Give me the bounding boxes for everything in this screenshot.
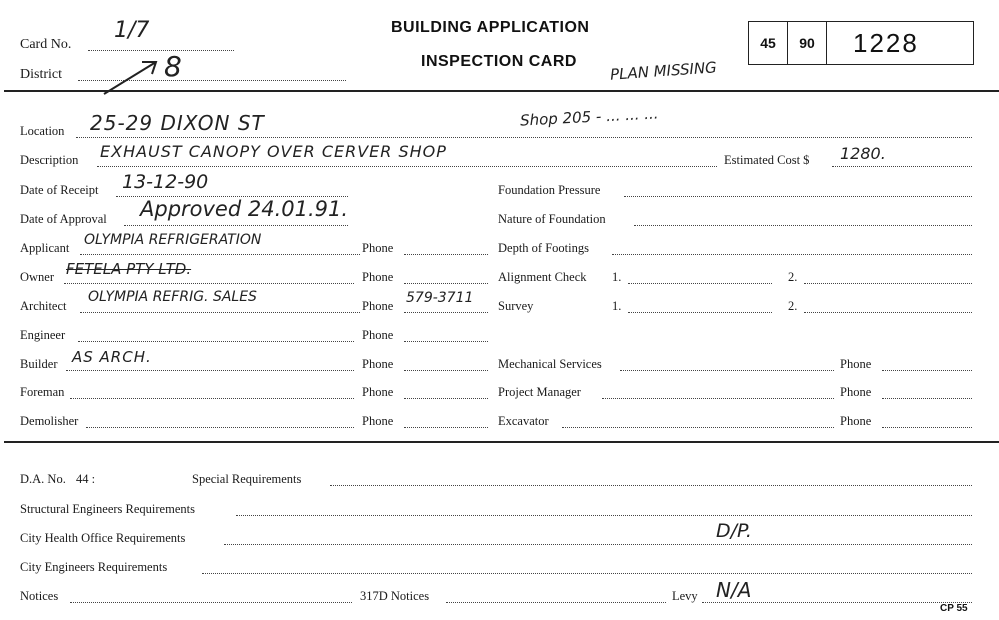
applicant-label: Applicant (20, 241, 70, 255)
engineer-dotted-line (78, 341, 354, 342)
location-dotted-line (76, 137, 972, 138)
card-number-box (748, 21, 974, 65)
depth-of-footings-dotted-line (612, 254, 972, 255)
foundation-pressure-label: Foundation Pressure (498, 183, 601, 197)
alignment-check-2-label: 2. (788, 270, 798, 284)
alignment-check-1-label: 1. (612, 270, 622, 284)
mechanical-services-dotted-line (620, 370, 834, 371)
date-of-approval-label: Date of Approval (20, 212, 107, 226)
owner-label: Owner (20, 270, 55, 284)
title-line-1: BUILDING APPLICATION (391, 19, 590, 36)
owner-phone-label: Phone (362, 270, 394, 284)
applicant-phone-label: Phone (362, 241, 394, 255)
architect-phone-label: Phone (362, 299, 394, 313)
levy-value: N/A (716, 578, 752, 602)
builder-label: Builder (20, 357, 58, 371)
special-requirements-dotted-line (330, 485, 972, 486)
foreman-phone-label: Phone (362, 385, 394, 399)
card-no-dotted-line (88, 50, 234, 51)
applicant-dotted-line (80, 254, 360, 255)
mechanical-services-label: Mechanical Services (498, 357, 602, 371)
estimated-cost-label: Estimated Cost $ (724, 153, 810, 167)
engineer-label: Engineer (20, 328, 66, 342)
alignment-check-label: Alignment Check (498, 270, 587, 284)
project-manager-phone-label: Phone (840, 385, 872, 399)
excavator-dotted-line (562, 427, 834, 428)
card-no-label: Card No. (20, 37, 72, 52)
health-requirements-value: D/P. (716, 520, 752, 542)
levy-dotted-line (702, 602, 972, 603)
engineer-phone-dotted-line (404, 341, 488, 342)
plan-missing-note: PLAN MISSING (609, 58, 718, 84)
header-divider (4, 90, 999, 92)
demolisher-phone-dotted-line (404, 427, 488, 428)
location-label: Location (20, 124, 65, 138)
district-value: 8 (164, 50, 182, 83)
levy-label: Levy (672, 589, 698, 603)
project-manager-dotted-line (602, 398, 834, 399)
excavator-phone-dotted-line (882, 427, 972, 428)
district-label: District (20, 67, 62, 82)
location-note: Shop 205 - ... ... ... (519, 104, 659, 130)
architect-value: OLYMPIA REFRIG. SALES (88, 289, 257, 305)
nature-of-foundation-label: Nature of Foundation (498, 212, 606, 226)
description-label: Description (20, 153, 79, 167)
owner-value: FETELA PTY LTD. (66, 260, 192, 278)
date-of-approval-value: Approved 24.01.91. (140, 197, 349, 221)
demolisher-dotted-line (86, 427, 354, 428)
demolisher-phone-label: Phone (362, 414, 394, 428)
city-engineers-dotted-line (202, 573, 972, 574)
survey-label: Survey (498, 299, 534, 313)
structural-requirements-dotted-line (236, 515, 972, 516)
architect-label: Architect (20, 299, 67, 313)
district-strike-arrow (98, 52, 168, 100)
demolisher-label: Demolisher (20, 414, 79, 428)
date-of-receipt-label: Date of Receipt (20, 183, 99, 197)
foreman-label: Foreman (20, 385, 65, 399)
mechanical-services-phone-dotted-line (882, 370, 972, 371)
box-cell-2: 90 (788, 22, 827, 64)
applicant-phone-dotted-line (404, 254, 488, 255)
applicant-value: OLYMPIA REFRIGERATION (84, 232, 262, 248)
architect-phone-value: 579-3711 (406, 290, 474, 306)
survey-1-dotted-line (628, 312, 772, 313)
mechanical-services-phone-label: Phone (840, 357, 872, 371)
architect-phone-dotted-line (404, 312, 488, 313)
foreman-dotted-line (70, 398, 354, 399)
depth-of-footings-label: Depth of Footings (498, 241, 589, 255)
box-cell-1: 45 (749, 22, 788, 64)
form-code: CP 55 (940, 603, 968, 614)
survey-2-dotted-line (804, 312, 972, 313)
special-requirements-label: Special Requirements (192, 472, 302, 486)
health-requirements-dotted-line (224, 544, 972, 545)
engineer-phone-label: Phone (362, 328, 394, 342)
alignment-check-1-dotted-line (628, 283, 772, 284)
project-manager-label: Project Manager (498, 385, 581, 399)
builder-dotted-line (66, 370, 354, 371)
alignment-check-2-dotted-line (804, 283, 972, 284)
architect-dotted-line (80, 312, 360, 313)
box-card-number: 1228 (853, 28, 919, 58)
estimated-cost-value: 1280. (840, 144, 886, 163)
notices-317d-dotted-line (446, 602, 666, 603)
foreman-phone-dotted-line (404, 398, 488, 399)
description-value: EXHAUST CANOPY OVER CERVER SHOP (100, 142, 447, 161)
location-value: 25-29 DIXON ST (90, 111, 265, 135)
estimated-cost-dotted-line (832, 166, 972, 167)
notices-dotted-line (70, 602, 352, 603)
nature-of-foundation-dotted-line (634, 225, 972, 226)
city-engineers-label: City Engineers Requirements (20, 560, 168, 574)
builder-phone-dotted-line (404, 370, 488, 371)
description-dotted-line (97, 166, 717, 167)
excavator-label: Excavator (498, 414, 549, 428)
project-manager-phone-dotted-line (882, 398, 972, 399)
structural-requirements-label: Structural Engineers Requirements (20, 502, 195, 516)
survey-2-label: 2. (788, 299, 798, 313)
survey-1-label: 1. (612, 299, 622, 313)
foundation-pressure-dotted-line (624, 196, 972, 197)
builder-value: AS ARCH. (72, 348, 152, 366)
owner-phone-dotted-line (404, 283, 488, 284)
date-of-receipt-value: 13-12-90 (122, 171, 209, 193)
excavator-phone-label: Phone (840, 414, 872, 428)
title-line-2: INSPECTION CARD (421, 53, 577, 70)
health-requirements-label: City Health Office Requirements (20, 531, 186, 545)
builder-phone-label: Phone (362, 357, 394, 371)
card-no-value: 1/7 (114, 18, 150, 43)
da-no-value: 44 : (76, 472, 96, 486)
date-of-approval-dotted-line (124, 225, 348, 226)
owner-dotted-line (64, 283, 354, 284)
notices-label: Notices (20, 589, 59, 603)
notices-317d-label: 317D Notices (360, 589, 430, 603)
requirements-divider (4, 441, 999, 443)
da-no-label: D.A. No. (20, 472, 66, 486)
